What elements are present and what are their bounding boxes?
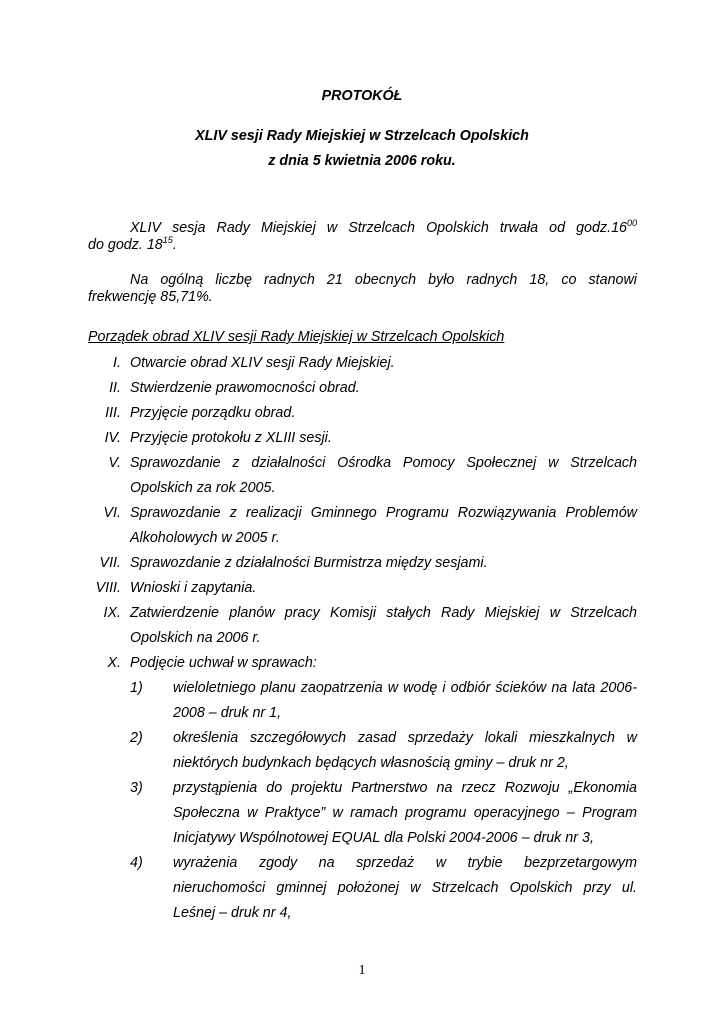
agenda-subitem-line: 2008 – druk nr 1,	[173, 705, 282, 721]
agenda-item-text	[130, 501, 637, 551]
agenda-item-line: Przyjęcie porządku obrad.	[130, 405, 296, 421]
page-number: 1	[358, 963, 366, 978]
agenda-item-number: IX.	[103, 605, 121, 621]
agenda-subitem-text	[173, 726, 637, 776]
intro-paragraph-attendance	[88, 272, 637, 306]
intro-paragraph-session-time	[88, 220, 637, 254]
agenda-item-line: Przyjęcie protokołu z XLIII sesji.	[130, 430, 332, 446]
agenda-subitem-text	[173, 676, 637, 726]
agenda-item-line: Zatwierdzenie planów pracy Komisji stałych Rady Miejskiej w Strzelcach	[130, 605, 637, 621]
agenda-subitem-text	[173, 776, 637, 851]
agenda-subitem-line: Leśnej – druk nr 4,	[173, 905, 292, 921]
document-subtitle-line2: z dnia 5 kwietnia 2006 roku.	[268, 153, 456, 169]
agenda-subitem-line: wyrażenia zgody na sprzedaż w trybie bezprzetargowym	[173, 855, 637, 871]
end-minutes: 15	[162, 235, 173, 246]
agenda-item-text	[130, 551, 637, 576]
agenda-item-line: Opolskich za rok 2005.	[130, 480, 276, 496]
agenda-item-line: Sprawozdanie z działalności Ośrodka Pomocy Społecznej w Strzelcach	[130, 455, 637, 471]
agenda-item-line: Wnioski i zapytania.	[130, 580, 257, 596]
agenda-subitem-text	[173, 851, 637, 926]
agenda-item-number: III.	[105, 405, 121, 421]
agenda-item-text	[130, 426, 637, 451]
attendance-line1: Na ogólną liczbę radnych 21 obecnych było radnych 18, co stanowi	[130, 272, 637, 288]
agenda-item-line: Opolskich na 2006 r.	[130, 630, 261, 646]
agenda-item-text	[130, 351, 637, 376]
agenda-item-line: Stwierdzenie prawomocności obrad.	[130, 380, 360, 396]
agenda-item-line: Sprawozdanie z działalności Burmistrza między sesjami.	[130, 555, 488, 571]
agenda-subitem-line: określenia szczegółowych zasad sprzedaży lokali mieszkalnych w	[173, 730, 637, 746]
agenda-subitem-number: 2)	[130, 730, 143, 746]
agenda-item-number: VIII.	[95, 580, 121, 596]
agenda-subitem-line: przystąpienia do projektu Partnerstwo na rzecz Rozwoju „Ekonomia	[173, 780, 637, 796]
agenda-item-text	[130, 401, 637, 426]
session-time-text: XLIV sesja Rady Miejskiej w Strzelcach Opolskich trwała od godz.16	[130, 220, 627, 236]
agenda-subitem-line: Inicjatywy Wspólnotowej EQUAL dla Polski 2004-2006 – druk nr 3,	[173, 830, 594, 846]
agenda-item-number: II.	[109, 380, 121, 396]
agenda-subitem-line: Społeczna w Praktyce” w ramach programu operacyjnego – Program	[173, 805, 637, 821]
period: .	[172, 237, 177, 253]
attendance-line2: frekwencję 85,71%.	[88, 289, 213, 305]
agenda-item-line: Alkoholowych w 2005 r.	[130, 530, 280, 546]
agenda-subitem-number: 4)	[130, 855, 143, 871]
agenda-subitem-number: 3)	[130, 780, 143, 796]
agenda-item-text	[130, 651, 637, 676]
agenda-item-line: Podjęcie uchwał w sprawach:	[130, 655, 317, 671]
agenda-item-number: VI.	[103, 505, 121, 521]
document-title: PROTOKÓŁ	[321, 88, 403, 104]
document-subtitle-line1: XLIV sesji Rady Miejskiej w Strzelcach Opolskich	[195, 128, 529, 144]
start-minutes: 00	[626, 218, 637, 229]
agenda-heading: Porządek obrad XLIV sesji Rady Miejskiej w Strzelcach Opolskich	[88, 329, 505, 345]
session-end-text: do godz. 18	[88, 237, 163, 253]
agenda-item-number: VII.	[99, 555, 121, 571]
agenda-item-number: I.	[113, 355, 121, 371]
agenda-item-number: V.	[108, 455, 121, 471]
agenda-item-text	[130, 451, 637, 501]
agenda-item-text	[130, 576, 637, 601]
agenda-subitem-line: wieloletniego planu zaopatrzenia w wodę i odbiór ścieków na lata 2006-	[173, 680, 637, 696]
agenda-item-line: Otwarcie obrad XLIV sesji Rady Miejskiej.	[130, 355, 395, 371]
agenda-item-number: X.	[107, 655, 121, 671]
agenda-item-number: IV.	[104, 430, 121, 446]
agenda-subitem-line: niektórych budynkach będących własnością gminy – druk nr 2,	[173, 755, 569, 771]
agenda-item-text	[130, 601, 637, 651]
agenda-subitem-line: nieruchomości gminnej położonej w Strzelcach Opolskich przy ul.	[173, 880, 637, 896]
agenda-item-text	[130, 376, 637, 401]
agenda-subitem-number: 1)	[130, 680, 143, 696]
agenda-item-line: Sprawozdanie z realizacji Gminnego Programu Rozwiązywania Problemów	[130, 505, 637, 521]
